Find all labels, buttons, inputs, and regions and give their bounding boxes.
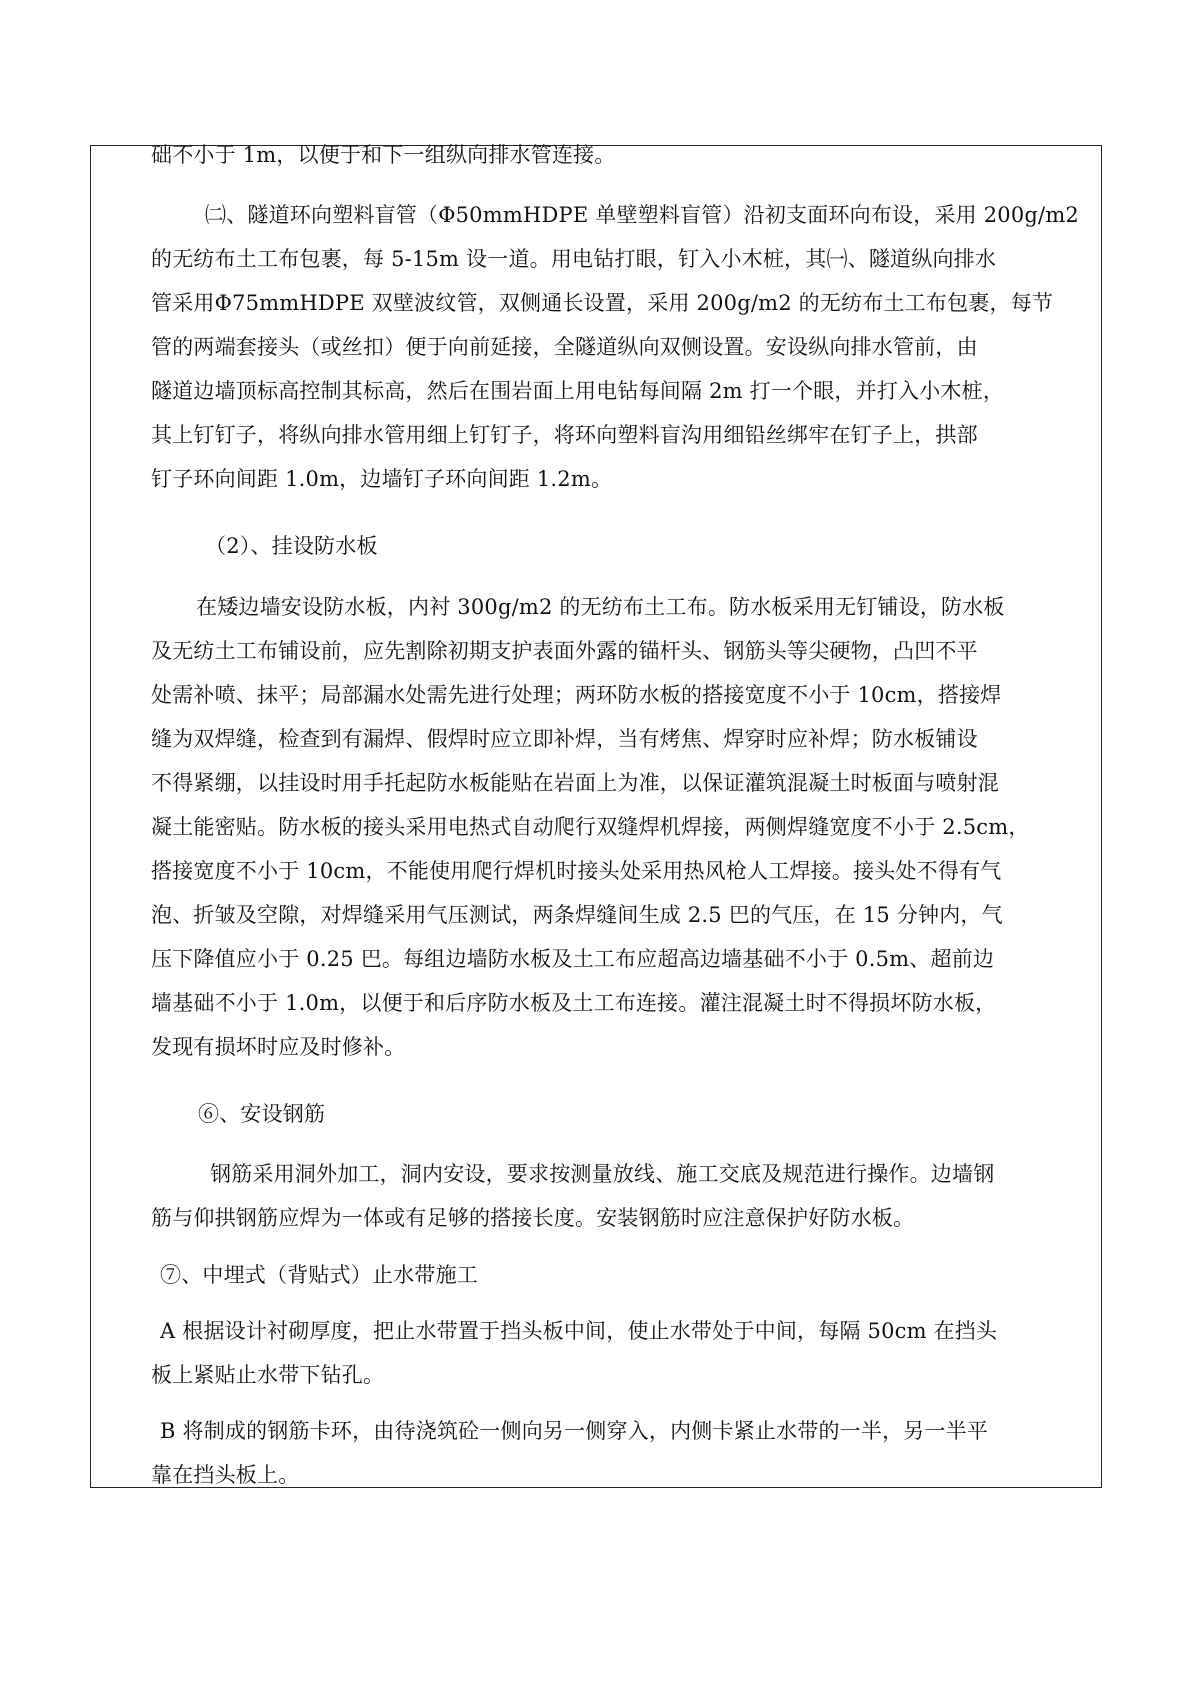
text-line: 搭接宽度不小于 10cm，不能使用爬行焊机时接头处采用热风枪人工焊接。接头处不得有气 <box>151 859 1002 883</box>
text-line: ⑥、安设钢筋 <box>198 1102 326 1126</box>
text-line: 的无纺布土工布包裹，每 5-15m 设一道。用电钻打眼，钉入小木桩，其㈠、隧道纵向排水 <box>151 247 997 271</box>
text-line: 板上紧贴止水带下钻孔。 <box>151 1363 385 1387</box>
text-line: 缝为双焊缝，检查到有漏焊、假焊时应立即补焊，当有烤焦、焊穿时应补焊；防水板铺设 <box>151 727 978 751</box>
text-line: 泡、折皱及空隙，对焊缝采用气压测试，两条焊缝间生成 2.5 巴的气压，在 15 分钟内，气 <box>151 903 1003 927</box>
text-line: 不得紧绷，以挂设时用手托起防水板能贴在岩面上为准，以保证灌筑混凝土时板面与喷射混 <box>151 771 999 795</box>
text-line: 钉子环向间距 1.0m，边墙钉子环向间距 1.2m。 <box>151 467 613 491</box>
text-line: 压下降值应小于 0.25 巴。每组边墙防水板及土工布应超高边墙基础不小于 0.5m、超前边 <box>151 947 995 971</box>
text-line: A 根据设计衬砌厚度，把止水带置于挡头板中间，使止水带处于中间，每隔 50cm 在挡头 <box>160 1319 998 1343</box>
text-line: 管的两端套接头（或丝扣）便于向前延接，全隧道纵向双侧设置。安设纵向排水管前，由 <box>151 335 978 359</box>
text-line: 及无纺土工布铺设前，应先割除初期支护表面外露的锚杆头、钢筋头等尖硬物，凸凹不平 <box>151 639 978 663</box>
text-line: 靠在挡头板上。 <box>151 1463 300 1487</box>
text-line: 础不小于 1m，以便于和下一组纵向排水管连接。 <box>151 143 616 167</box>
text-line: 钢筋采用洞外加工，洞内安设，要求按测量放线、施工交底及规范进行操作。边墙钢 <box>210 1162 995 1186</box>
text-line: ⑦、中埋式（背贴式）止水带施工 <box>160 1263 478 1287</box>
text-line: 墙基础不小于 1.0m，以便于和后序防水板及土工布连接。灌注混凝土时不得损坏防水板， <box>151 991 997 1015</box>
text-line: 处需补喷、抹平；局部漏水处需先进行处理；两环防水板的搭接宽度不小于 10cm，搭接焊 <box>151 683 1002 707</box>
text-line: 其上钉钉子，将纵向排水管用细上钉钉子，将环向塑料盲沟用细铅丝绑牢在钉子上，拱部 <box>151 423 978 447</box>
text-line: 隧道边墙顶标高控制其标高，然后在围岩面上用电钻每间隔 2m 打一个眼，并打入小木桩， <box>151 379 1005 403</box>
text-line: 管采用Φ75mmHDPE 双壁波纹管，双侧通长设置，采用 200g/m2 的无纺布土工布包裹，每节 <box>151 291 1054 315</box>
text-line: B 将制成的钢筋卡环，由待浇筑砼一侧向另一侧穿入，内侧卡紧止水带的一半，另一半平 <box>160 1419 989 1443</box>
text-line: 在矮边墙安设防水板，内衬 300g/m2 的无纺布土工布。防水板采用无钉铺设，防水板 <box>196 595 1005 619</box>
text-line: （2）、挂设防水板 <box>205 534 378 558</box>
text-line: 凝土能密贴。防水板的接头采用电热式自动爬行双缝焊机焊接，两侧焊缝宽度不小于 2.5cm， <box>151 815 1030 839</box>
text-line: 筋与仰拱钢筋应焊为一体或有足够的搭接长度。安装钢筋时应注意保护好防水板。 <box>151 1206 915 1230</box>
text-line: ㈡、隧道环向塑料盲管（Φ50mmHDPE 单壁塑料盲管）沿初支面环向布设，采用 200g/m2 <box>205 203 1079 227</box>
text-line: 发现有损坏时应及时修补。 <box>151 1035 406 1059</box>
